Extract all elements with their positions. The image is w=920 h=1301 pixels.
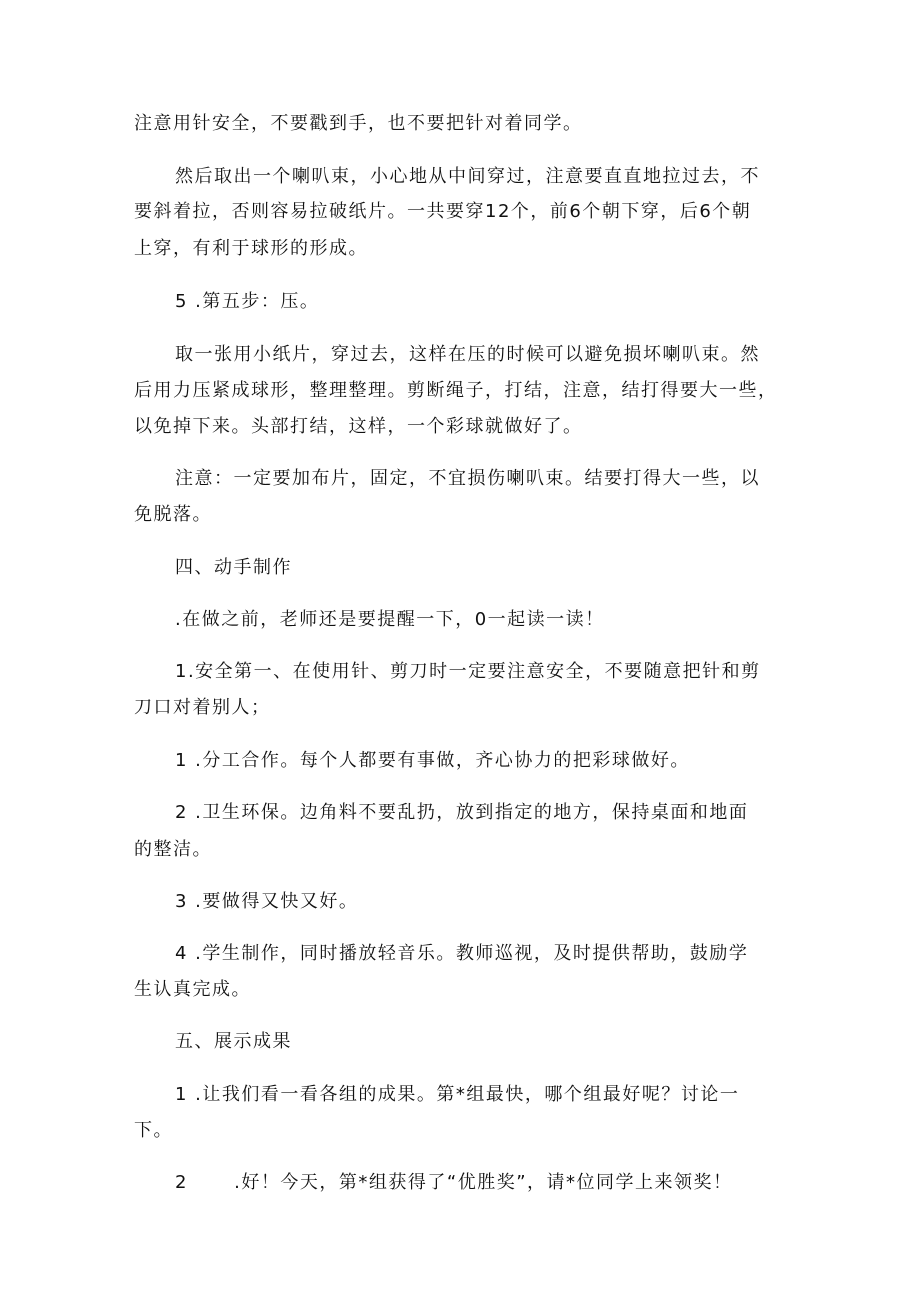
text-line-18: 3 .要做得又快又好。: [175, 891, 359, 912]
text-line-9: 注意：一定要加布片，固定，不宜损伤喇叭束。结要打得大一些，以: [175, 468, 760, 489]
text-line-17: 的整洁。: [134, 839, 212, 860]
text-line-10: 免脱落。: [134, 504, 212, 525]
text-line-15: 1 .分工合作。每个人都要有事做，齐心协力的把彩球做好。: [175, 750, 690, 771]
text-line-14: 刀口对着别人；: [134, 697, 271, 718]
text-line-12: .在做之前，老师还是要提醒一下，0一起读一读！: [175, 609, 605, 630]
text-line-23: 下。: [134, 1120, 173, 1141]
text-line-1: 注意用针安全，不要戳到手，也不要把针对着同学。: [134, 113, 583, 134]
text-line-20: 生认真完成。: [134, 979, 251, 1000]
text-line-7: 后用力压紧成球形，整理整理。剪断绳子，打结，注意，结打得要大一些，: [134, 380, 778, 401]
text-line-16: 2 .卫生环保。边角料不要乱扔，放到指定的地方，保持桌面和地面: [175, 802, 749, 823]
text-line-2: 然后取出一个喇叭束，小心地从中间穿过，注意要直直地拉过去，不: [175, 166, 760, 187]
section-heading-5: 五、展示成果: [175, 1031, 292, 1052]
text-line-22: 1 .让我们看一看各组的成果。第*组最快，哪个组最好呢？讨论一: [175, 1084, 740, 1105]
text-line-24: 2 .好！今天，第*组获得了“优胜奖”，请*位同学上来领奖！: [175, 1172, 733, 1193]
text-line-13: 1.安全第一、在使用针、剪刀时一定要注意安全，不要随意把针和剪: [175, 661, 761, 682]
text-line-6: 取一张用小纸片，穿过去，这样在压的时候可以避免损坏喇叭束。然: [175, 344, 760, 365]
text-line-4: 上穿，有利于球形的形成。: [134, 238, 368, 259]
section-heading-4: 四、动手制作: [175, 557, 292, 578]
section-heading-step-5: 5 .第五步：压。: [175, 291, 320, 312]
text-line-8: 以免掉下来。头部打结，这样，一个彩球就做好了。: [134, 416, 583, 437]
text-line-3: 要斜着拉，否则容易拉破纸片。一共要穿12个，前6个朝下穿，后6个朝: [134, 201, 752, 222]
text-line-19: 4 .学生制作，同时播放轻音乐。教师巡视，及时提供帮助，鼓励学: [175, 943, 749, 964]
